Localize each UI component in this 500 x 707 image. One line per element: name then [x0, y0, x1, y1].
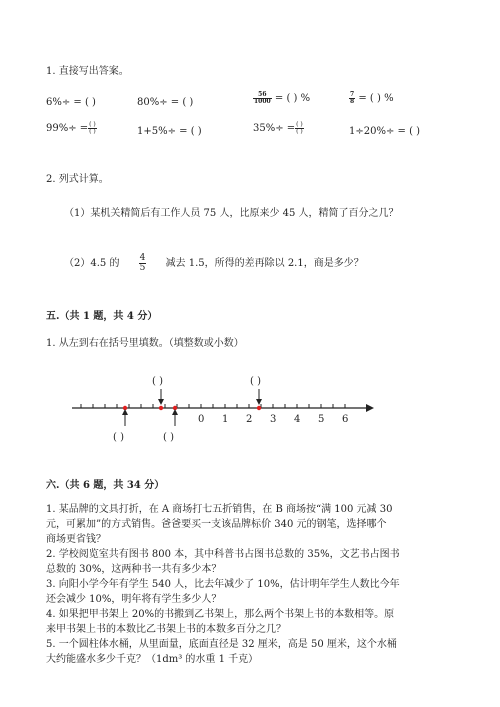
fraction-denominator: 1000 [254, 98, 271, 105]
question-line: 元，可累加”的方式销售。爸爸要买一支该品牌标价 340 元的钢笔，选择哪个 [46, 519, 387, 530]
question-line: 还会减少 10%，明年将有学生多少人？ [46, 594, 222, 605]
tick-label: 1 [222, 414, 229, 425]
question-5-1: 1. 从左到右在括号里填数。（填整数或小数） [46, 338, 244, 349]
q-1-plus-5-percent: 1+5%÷ = ( ) [137, 126, 202, 137]
tick-label: 5 [318, 414, 325, 425]
tick-label: 3 [270, 414, 277, 425]
point-d [257, 406, 261, 410]
arrowhead-icon [172, 409, 178, 415]
section6-questions [46, 502, 400, 667]
expression: 35%÷ = [253, 123, 296, 134]
question-line: 大约能盛水多少千克？（1dm³ 的水重 1 千克） [46, 654, 259, 665]
section1-title: 1. 直接写出答案。 [46, 66, 129, 77]
q-1-div-20-percent: 1÷20%÷ = ( ) [349, 126, 421, 137]
fraction-denominator: 5 [139, 263, 146, 273]
fraction-numerator: 7 [350, 91, 355, 98]
tick-label: 4 [294, 414, 301, 425]
answer-blank-percent: = ( ) % [355, 93, 394, 104]
question-text: （2）4.5 的 [64, 258, 120, 269]
q-80-percent: 80%÷ = ( ) [137, 97, 194, 108]
answer-blank-denominator: ( ) [89, 128, 96, 135]
answer-blank-denominator: ( ) [296, 128, 303, 135]
question-line: 总数的 30%，这两种书一共有多少本？ [46, 564, 222, 575]
point-b [159, 406, 163, 410]
question-line: 来甲书架上书的本数比乙书架上书的本数多百分之几？ [46, 624, 286, 635]
question-line: 4. 如果把甲书架上 20%的书搬到乙书架上，那么两个书架上书的本数相等。原 [46, 609, 395, 620]
question-line: 1. 某品牌的文具打折，在 A 商场打七五折销售，在 B 商场按“满 100 元减 30 [46, 504, 393, 515]
blank-bottom-c: ( ) [163, 432, 174, 443]
blank-top-d: ( ) [250, 376, 261, 387]
answer-blank-percent: = ( ) % [271, 93, 311, 104]
question-line: 2. 学校阅览室共有图书 800 本，其中科普书占图书总数的 35%，文艺书占图书 [46, 549, 400, 560]
question-line: 3. 向阳小学今年有学生 540 人，比去年减少了 10%，估计明年学生人数比今年 [46, 579, 400, 590]
question-text: 减去 1.5，所得的差再除以 2.1，商是多少？ [165, 258, 364, 269]
tick-label: 2 [246, 414, 253, 425]
arrowhead-icon [122, 409, 128, 415]
fraction-numerator: 4 [139, 253, 146, 263]
expression: 99%÷ = [46, 123, 89, 134]
section5-heading: 五.（共 1 题，共 4 分） [46, 311, 158, 322]
q-6-percent: 6%÷ = ( ) [46, 97, 96, 108]
tick-label: 0 [198, 414, 205, 425]
arrowhead-icon [158, 399, 164, 405]
blank-bottom-a: ( ) [113, 432, 124, 443]
answer-blank-numerator: ( ) [296, 121, 303, 128]
fraction-numerator: 56 [253, 92, 272, 99]
question-line: 商场更省钱？ [46, 534, 106, 545]
section6-heading: 六.（共 6 题，共 34 分） [46, 480, 165, 491]
section2-title: 2. 列式计算。 [46, 174, 109, 185]
answer-blank-numerator: ( ) [89, 121, 96, 128]
blank-top-b: ( ) [152, 376, 163, 387]
tick-label: 6 [342, 414, 349, 425]
question-line: 5. 一个圆柱体水桶，从里面量，底面直径是 32 厘米，高是 50 厘米，这个水桶 [46, 639, 397, 650]
axis-arrowhead [366, 404, 374, 412]
fraction-denominator: 8 [350, 98, 355, 105]
question-2-1: （1）某机关精简后有工作人员 75 人，比原来少 45 人，精简了百分之几？ [64, 208, 399, 219]
